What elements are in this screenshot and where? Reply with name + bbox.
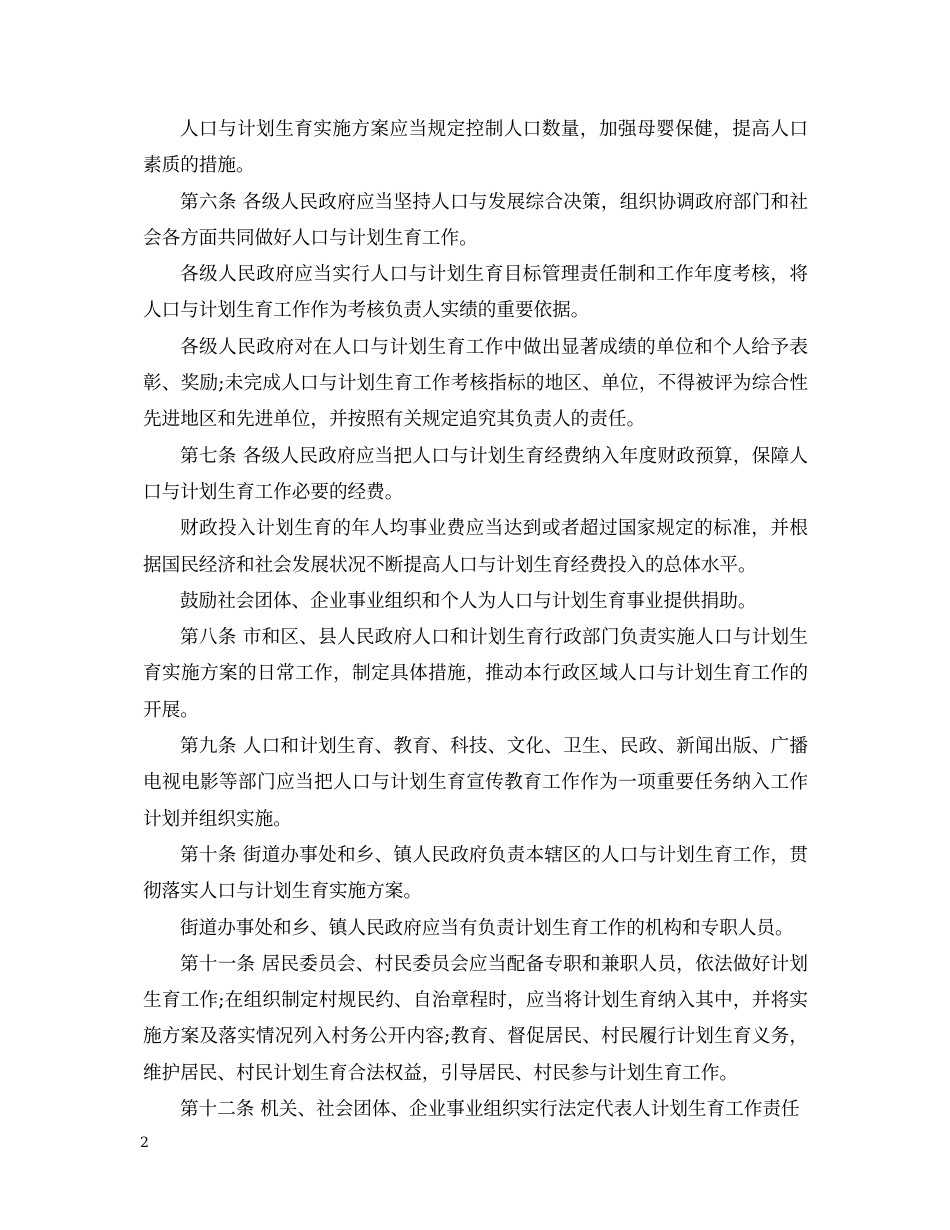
paragraph-11: 街道办事处和乡、镇人民政府应当有负责计划生育工作的机构和专职人员。 (180, 917, 794, 939)
paragraph-article-8: 第八条 市和区、县人民政府人口和计划生育行政部门负责实施人口与计划生育实施方案的日常工作，制定具体措施，推动本行政区域人口与计划生育工作的开展。 (143, 627, 808, 721)
paragraph-article-10: 第十条 街道办事处和乡、镇人民政府负责本辖区的人口与计划生育工作，贯彻落实人口与计划生育实施方案。 (143, 844, 808, 903)
paragraph-article-6: 第六条 各级人民政府应当坚持人口与发展综合决策，组织协调政府部门和社会各方面共同做好人口与计划生育工作。 (143, 191, 808, 249)
paragraph-4: 各级人民政府对在人口与计划生育工作中做出显著成绩的单位和个人给予表彰、奖励;未完成人口与计划生育工作考核指标的地区、单位，不得被评为综合性先进地区和先进单位，并按照有关规定追究其负责人的责任。 (143, 336, 808, 431)
paragraph-article-7: 第七条 各级人民政府应当把人口与计划生育经费纳入年度财政预算，保障人口与计划生育工作必要的经费。 (143, 445, 808, 503)
paragraph-article-12: 第十二条 机关、社会团体、企业事业组织实行法定代表人计划生育工作责任 (180, 1099, 800, 1121)
paragraph-3: 各级人民政府应当实行人口与计划生育目标管理责任制和工作年度考核，将人口与计划生育工作作为考核负责人实绩的重要依据。 (143, 264, 808, 322)
document-body (143, 112, 808, 1128)
page-number: 2 (140, 1135, 149, 1151)
paragraph-article-11: 第十一条 居民委员会、村民委员会应当配备专职和兼职人员，依法做好计划生育工作;在组织制定村规民约、自治章程时，应当将计划生育纳入其中，并将实施方案及落实情况列入村务公开内容;教育、督促居民、村民履行计划生育义务，维护居民、村民计划生育合法权益，引导居民、村民参与计划生育工作。 (143, 953, 808, 1084)
paragraph-7: 鼓励社会团体、企业事业组织和个人为人口与计划生育事业提供捐助。 (180, 590, 757, 612)
paragraph-6: 财政投入计划生育的年人均事业费应当达到或者超过国家规定的标准，并根据国民经济和社会发展状况不断提高人口与计划生育经费投入的总体水平。 (143, 518, 808, 576)
paragraph-1: 人口与计划生育实施方案应当规定控制人口数量，加强母婴保健，提高人口素质的措施。 (143, 119, 808, 177)
paragraph-article-9: 第九条 人口和计划生育、教育、科技、文化、卫生、民政、新闻出版、广播电视电影等部门应当把人口与计划生育宣传教育工作作为一项重要任务纳入工作计划并组织实施。 (143, 736, 808, 830)
